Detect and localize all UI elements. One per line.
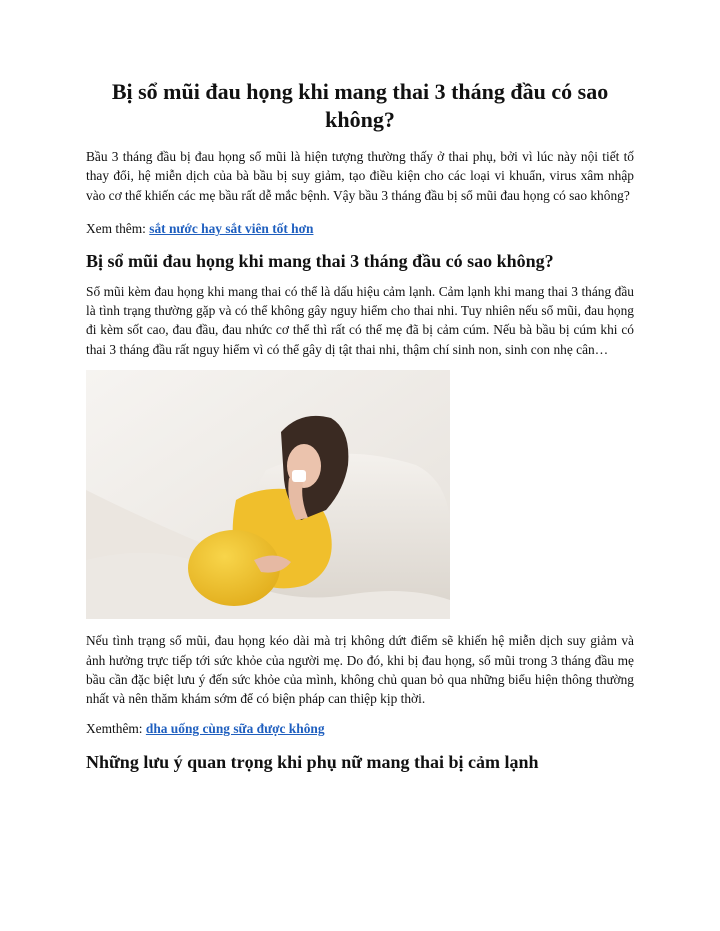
see-also-1-link[interactable]: sắt nước hay sắt viên tốt hơn — [149, 221, 314, 237]
section-2-heading: Những lưu ý quan trọng khi phụ nữ mang thai bị cảm lạnh — [86, 752, 539, 773]
see-also-1 — [86, 219, 634, 238]
see-also-2 — [86, 719, 634, 738]
section-1-after-image: Nếu tình trạng sổ mũi, đau họng kéo dài mà trị không dứt điểm sẽ khiến hệ miễn dịch suy giảm và ảnh hưởng trực tiếp tới sức khỏe của người mẹ. Do đó, khi bị đau họng, sổ mũi trong 3 tháng đầu mẹ bầu cần đặc biệt lưu ý đến sức khỏe của mình, không chủ quan bỏ qua những biểu hiện thông thường nhất và nên thăm khám sớm để có biện pháp can thiệp kịp thời. — [86, 633, 634, 707]
see-also-2-prefix: Xemthêm: — [86, 720, 146, 736]
pregnant-woman-photo — [86, 370, 450, 619]
intro-paragraph: Bầu 3 tháng đầu bị đau họng sổ mũi là hiện tượng thường thấy ở thai phụ, bởi vì lúc này nội tiết tố thay đổi, hệ miễn dịch của bà bầu bị suy giảm, tạo điều kiện cho các loại vi khuẩn, virus xâm nhập vào cơ thể khiến các mẹ bầu rất dễ mắc bệnh. Vậy bầu 3 tháng đầu bị sổ mũi đau họng có sao không? — [86, 149, 634, 203]
section-1-heading: Bị sổ mũi đau họng khi mang thai 3 tháng đầu có sao không? — [86, 250, 554, 271]
section-1-paragraph: Sổ mũi kèm đau họng khi mang thai có thể là dấu hiệu cảm lạnh. Cảm lạnh khi mang thai 3 tháng đầu là tình trạng thường gặp và có thể không gây nguy hiểm cho thai nhi. Tuy nhiên nếu sổ mũi, đau họng đi kèm sốt cao, đau đầu, đau nhức cơ thể thì rất có thể mẹ đã bị cảm cúm. Nếu bà bầu bị cúm khi có thai 3 tháng đầu rất nguy hiểm vì có thể gây dị tật thai nhi, thậm chí sinh non, sinh con nhẹ cân… — [86, 283, 634, 357]
see-also-2-link[interactable]: dha uống cùng sữa được không — [145, 720, 325, 736]
document-page — [86, 78, 634, 774]
see-also-1-prefix: Xem thêm: — [86, 221, 150, 237]
article-title: Bị sổ mũi đau họng khi mang thai 3 tháng đầu có sao không? — [111, 79, 609, 132]
tissue — [292, 470, 306, 482]
